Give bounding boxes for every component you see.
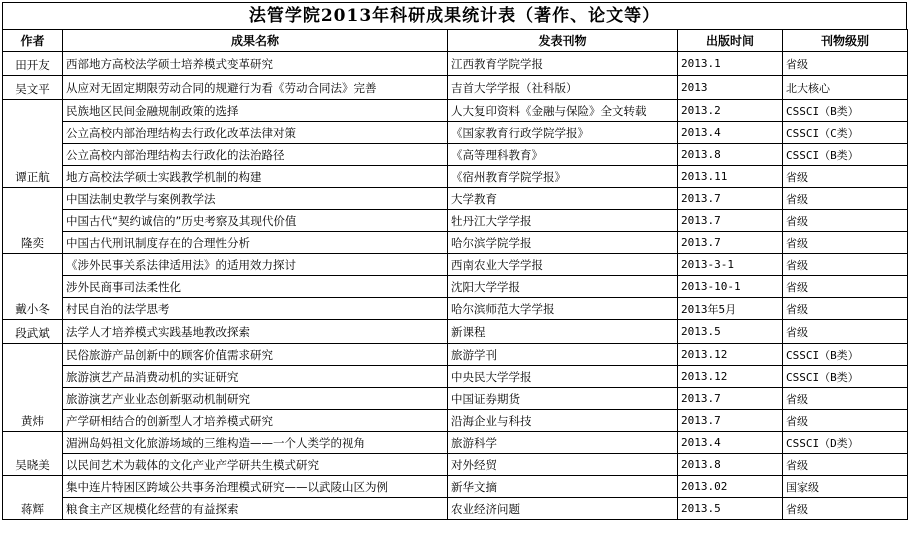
table-row [3,344,908,366]
table-row [3,432,908,454]
title-cell: 民俗旅游产品创新中的顾客价值需求研究 [63,344,448,366]
title-cell: 公立高校内部治理结构去行政化的法治路径 [63,144,448,166]
table-row [3,144,908,166]
journal-cell: 哈尔滨学院学报 [448,232,678,254]
table-row [3,298,908,320]
level-cell: 北大核心 [783,76,908,100]
header-row [3,30,908,52]
table-row [3,188,908,210]
title-cell: 以民间艺术为载体的文化产业产学研共生模式研究 [63,454,448,476]
author-cell: 段武斌 [3,320,63,344]
title-cell: 中国古代刑讯制度存在的合理性分析 [63,232,448,254]
date-cell: 2013.7 [678,210,783,232]
table-row [3,498,908,520]
table-body [3,52,908,520]
date-cell: 2013.7 [678,188,783,210]
author-cell: 吴文平 [3,76,63,100]
journal-cell: 江西教育学院学报 [448,52,678,76]
author-cell: 戴小冬 [3,254,63,320]
table-row [3,210,908,232]
title-cell: 产学研相结合的创新型人才培养模式研究 [63,410,448,432]
title-cell: 公立高校内部治理结构去行政化改革法律对策 [63,122,448,144]
title-cell: 湄洲岛妈祖文化旅游场域的三维构造——一个人类学的视角 [63,432,448,454]
journal-cell: 中国证券期货 [448,388,678,410]
header-journal: 发表刊物 [448,30,678,52]
author-cell: 隆奕 [3,188,63,254]
level-cell: 省级 [783,276,908,298]
date-cell: 2013 [678,76,783,100]
table-row [3,166,908,188]
journal-cell: 牡丹江大学学报 [448,210,678,232]
level-cell: 省级 [783,410,908,432]
level-cell: CSSCI（B类） [783,366,908,388]
level-cell: 国家级 [783,476,908,498]
journal-cell: 新华文摘 [448,476,678,498]
title-cell: 中国古代“契约诚信的”历史考察及其现代价值 [63,210,448,232]
date-cell: 2013.1 [678,52,783,76]
journal-cell: 《高等理科教育》 [448,144,678,166]
level-cell: 省级 [783,298,908,320]
level-cell: CSSCI（D类） [783,432,908,454]
journal-cell: 西南农业大学学报 [448,254,678,276]
table-row [3,388,908,410]
table-row [3,276,908,298]
sheet-title: 法管学院2013年科研成果统计表（著作、论文等） [2,2,907,29]
level-cell: 省级 [783,254,908,276]
level-cell: CSSCI（C类） [783,122,908,144]
level-cell: 省级 [783,166,908,188]
level-cell: 省级 [783,52,908,76]
title-cell: 中国法制史教学与案例教学法 [63,188,448,210]
date-cell: 2013年5月 [678,298,783,320]
journal-cell: 《国家教育行政学院学报》 [448,122,678,144]
journal-cell: 农业经济问题 [448,498,678,520]
title-cell: 涉外民商事司法柔性化 [63,276,448,298]
table-row [3,366,908,388]
table-row [3,254,908,276]
level-cell: 省级 [783,210,908,232]
level-cell: CSSCI（B类） [783,344,908,366]
author-cell: 黄炜 [3,344,63,432]
title-cell: 民族地区民间金融规制政策的选择 [63,100,448,122]
date-cell: 2013.11 [678,166,783,188]
level-cell: 省级 [783,188,908,210]
level-cell: 省级 [783,498,908,520]
table-row [3,320,908,344]
journal-cell: 中央民大学学报 [448,366,678,388]
level-cell: 省级 [783,454,908,476]
date-cell: 2013.7 [678,410,783,432]
date-cell: 2013.2 [678,100,783,122]
header-level: 刊物级别 [783,30,908,52]
title-cell: 旅游演艺产品消费动机的实证研究 [63,366,448,388]
journal-cell: 对外经贸 [448,454,678,476]
level-cell: 省级 [783,320,908,344]
table-row [3,76,908,100]
header-title: 成果名称 [63,30,448,52]
title-cell: 《涉外民事关系法律适用法》的适用效力探讨 [63,254,448,276]
header-author: 作者 [3,30,63,52]
title-cell: 法学人才培养模式实践基地教改探索 [63,320,448,344]
journal-cell: 旅游科学 [448,432,678,454]
date-cell: 2013-10-1 [678,276,783,298]
date-cell: 2013.5 [678,498,783,520]
title-cell: 粮食主产区规模化经营的有益探索 [63,498,448,520]
journal-cell: 哈尔滨师范大学学报 [448,298,678,320]
date-cell: 2013.02 [678,476,783,498]
journal-cell: 沈阳大学学报 [448,276,678,298]
header-date: 出版时间 [678,30,783,52]
author-cell: 蒋辉 [3,476,63,520]
author-cell: 谭正航 [3,100,63,188]
date-cell: 2013.7 [678,388,783,410]
title-cell: 集中连片特困区跨域公共事务治理模式研究——以武陵山区为例 [63,476,448,498]
date-cell: 2013.4 [678,122,783,144]
date-cell: 2013.12 [678,344,783,366]
spreadsheet [2,2,907,520]
table-row [3,410,908,432]
level-cell: 省级 [783,388,908,410]
title-cell: 地方高校法学硕士实践教学机制的构建 [63,166,448,188]
table-row [3,232,908,254]
table-row [3,454,908,476]
title-cell: 从应对无固定期限劳动合同的规避行为看《劳动合同法》完善 [63,76,448,100]
results-table [2,29,908,520]
date-cell: 2013.7 [678,232,783,254]
journal-cell: 《宿州教育学院学报》 [448,166,678,188]
author-cell: 田开友 [3,52,63,76]
journal-cell: 旅游学刊 [448,344,678,366]
date-cell: 2013-3-1 [678,254,783,276]
title-cell: 村民自治的法学思考 [63,298,448,320]
journal-cell: 吉首大学学报（社科版） [448,76,678,100]
level-cell: CSSCI（B类） [783,100,908,122]
level-cell: CSSCI（B类） [783,144,908,166]
table-row [3,100,908,122]
date-cell: 2013.8 [678,144,783,166]
journal-cell: 人大复印资料《金融与保险》全文转载 [448,100,678,122]
level-cell: 省级 [783,232,908,254]
author-cell: 吴晓美 [3,432,63,476]
table-row [3,52,908,76]
date-cell: 2013.4 [678,432,783,454]
table-row [3,122,908,144]
title-cell: 西部地方高校法学硕士培养模式变革研究 [63,52,448,76]
journal-cell: 沿海企业与科技 [448,410,678,432]
date-cell: 2013.8 [678,454,783,476]
title-cell: 旅游演艺产业业态创新驱动机制研究 [63,388,448,410]
date-cell: 2013.5 [678,320,783,344]
date-cell: 2013.12 [678,366,783,388]
journal-cell: 新课程 [448,320,678,344]
table-row [3,476,908,498]
journal-cell: 大学教育 [448,188,678,210]
